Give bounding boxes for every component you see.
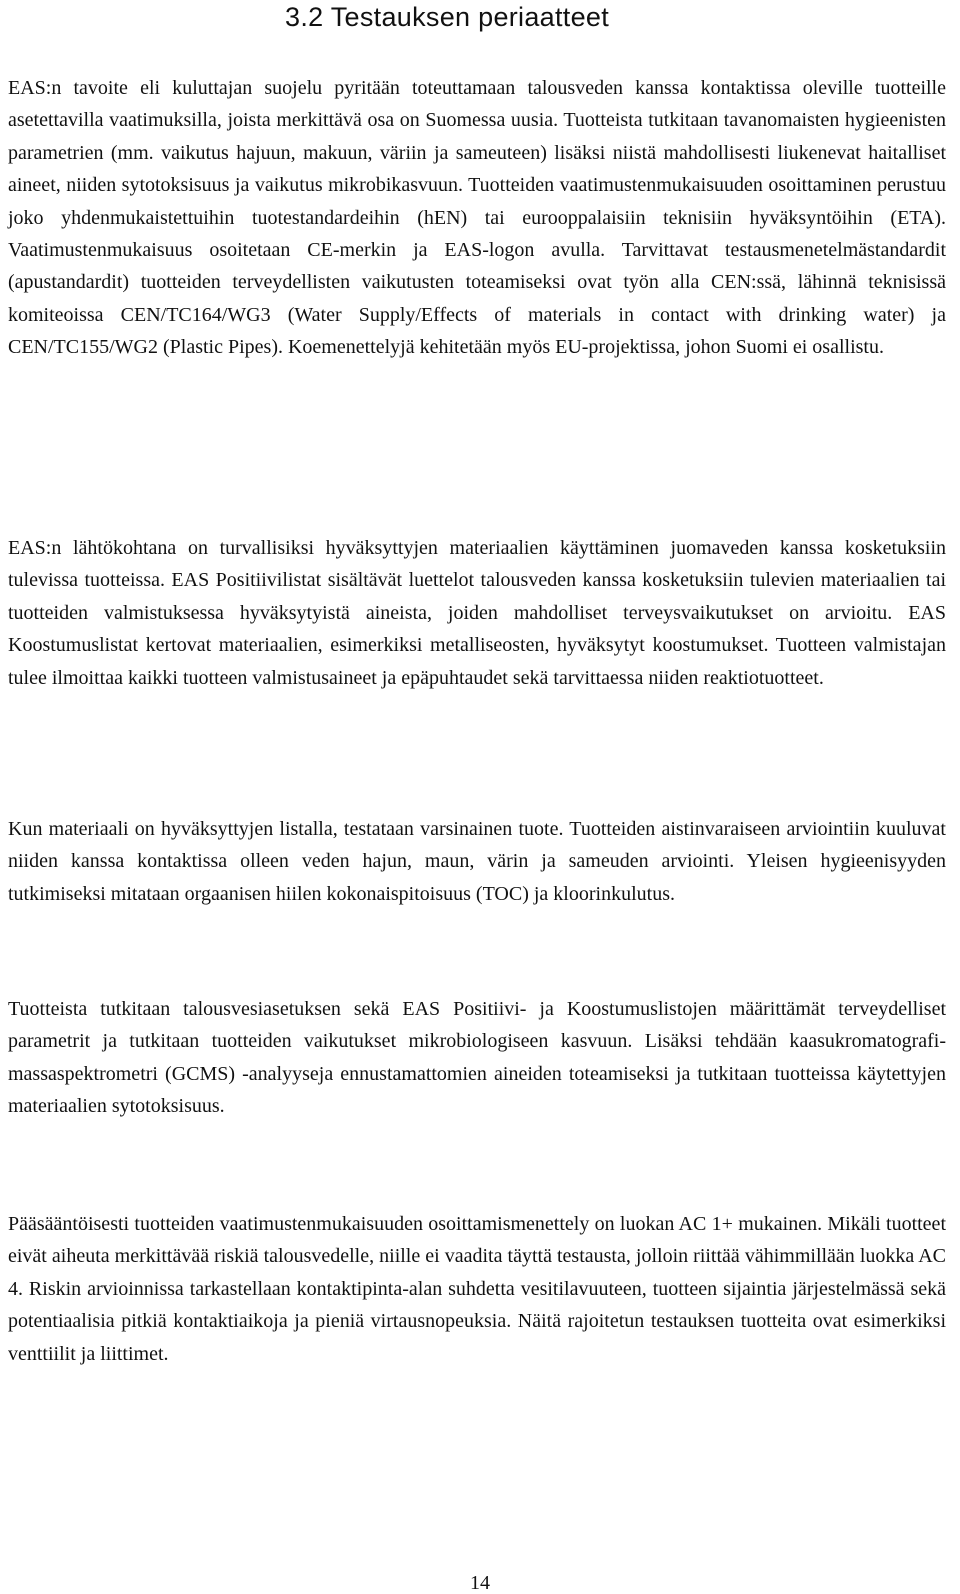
paragraph-eas-starting-point: EAS:n lähtökohtana on turvallisiksi hyväksyttyjen materiaalien käyttäminen juomaveden kanssa kosketuksiin tulevissa tuotteissa. EAS Positiivilistat sisältävät luettelot talousveden kanssa kosketuksiin tulevien materiaalien tai tuotteiden valmistuksessa hyväksytyistä aineista, joiden mahdolliset terveysvaikutukset on arvioitu. EAS Koostumuslistat kertovat materiaalien, esimerkiksi metalliseosten, hyväksytyt koostumukset. Tuotteen valmistajan tulee ilmoittaa kaikki tuotteen valmistusaineet ja epäpuhtaudet sekä tarvittaessa niiden reaktiotuotteet. (8, 537, 946, 689)
paragraph-health-parameters: Tuotteista tutkitaan talousvesiasetuksen sekä EAS Positiivi- ja Koostumuslistojen määrittämät terveydelliset parametrit ja tutkitaan tuotteiden vaikutukset mikrobiologiseen kasvuun. Lisäksi tehdään kaasukromatografi-massaspektrometri (GCMS) -analyyseja ennustamattomien aineiden toteamiseksi ja tutkitaan tuotteissa käytettyjen materiaalien sytotoksisuus. (8, 998, 946, 1118)
page-number: 14 (470, 1572, 490, 1594)
section-heading: 3.2 Testauksen periaatteet (285, 2, 610, 32)
paragraph-product-testing: Kun materiaali on hyväksyttyjen listalla, testataan varsinainen tuote. Tuotteiden aistinvaraiseen arviointiin kuuluvat niiden kanssa kontaktissa olleen veden hajun, maun, värin ja sameuden arviointi. Yleisen hygieenisyyden tutkimiseksi mitataan orgaanisen hiilen kokonaispitoisuus (TOC) ja kloorinkulutus. (8, 818, 946, 905)
paragraph-conformity-procedure: Pääsääntöisesti tuotteiden vaatimustenmukaisuuden osoittamismenettely on luokan AC 1+ mukainen. Mikäli tuotteet eivät aiheuta merkittävää riskiä talousvedelle, niille ei vaadita täyttä testausta, jolloin riittää vähimmillään luokka AC 4. Riskin arvioinnissa tarkastellaan kontaktipinta-alan suhdetta vesitilavuuteen, tuotteen sijaintia järjestelmässä sekä potentiaalisia pitkiä kontaktiaikoja ja pieniä virtausnopeuksia. Näitä rajoitetun testauksen tuotteita ovat esimerkiksi venttiilit ja liittimet. (8, 1213, 946, 1365)
paragraph-eas-goal: EAS:n tavoite eli kuluttajan suojelu pyritään toteuttamaan talousveden kanssa kontaktissa oleville tuotteille asetettavilla vaatimuksilla, joista merkittävä osa on Suomessa uusia. Tuotteista tutkitaan tavanomaisten hygieenisten parametrien (mm. vaikutus hajuun, makuun, väriin ja sameuteen) lisäksi niistä mahdollisesti liukenevat haitalliset aineet, niiden sytotoksisuus ja vaikutus mikrobikasvuun. Tuotteiden vaatimustenmukaisuuden osoittaminen perustuu joko yhdenmukaistettuihin tuotestandardeihin (hEN) tai eurooppalaisiin teknisiin hyväksyntöihin (ETA). Vaatimustenmukaisuus osoitetaan CE-merkin ja EAS-logon avulla. Tarvittavat testausmenetelmästandardit (apustandardit) tuotteiden terveydellisten vaikutusten toteamiseksi ovat työn alla CEN:ssä, lähinnä teknisissä komiteoissa CEN/TC164/WG3 (Water Supply/Effects of materials in contact with drinking water) ja CEN/TC155/WG2 (Plastic Pipes). Koemenettelyjä kehitetään myös EU-projektissa, johon Suomi ei osallistu. (8, 77, 946, 359)
